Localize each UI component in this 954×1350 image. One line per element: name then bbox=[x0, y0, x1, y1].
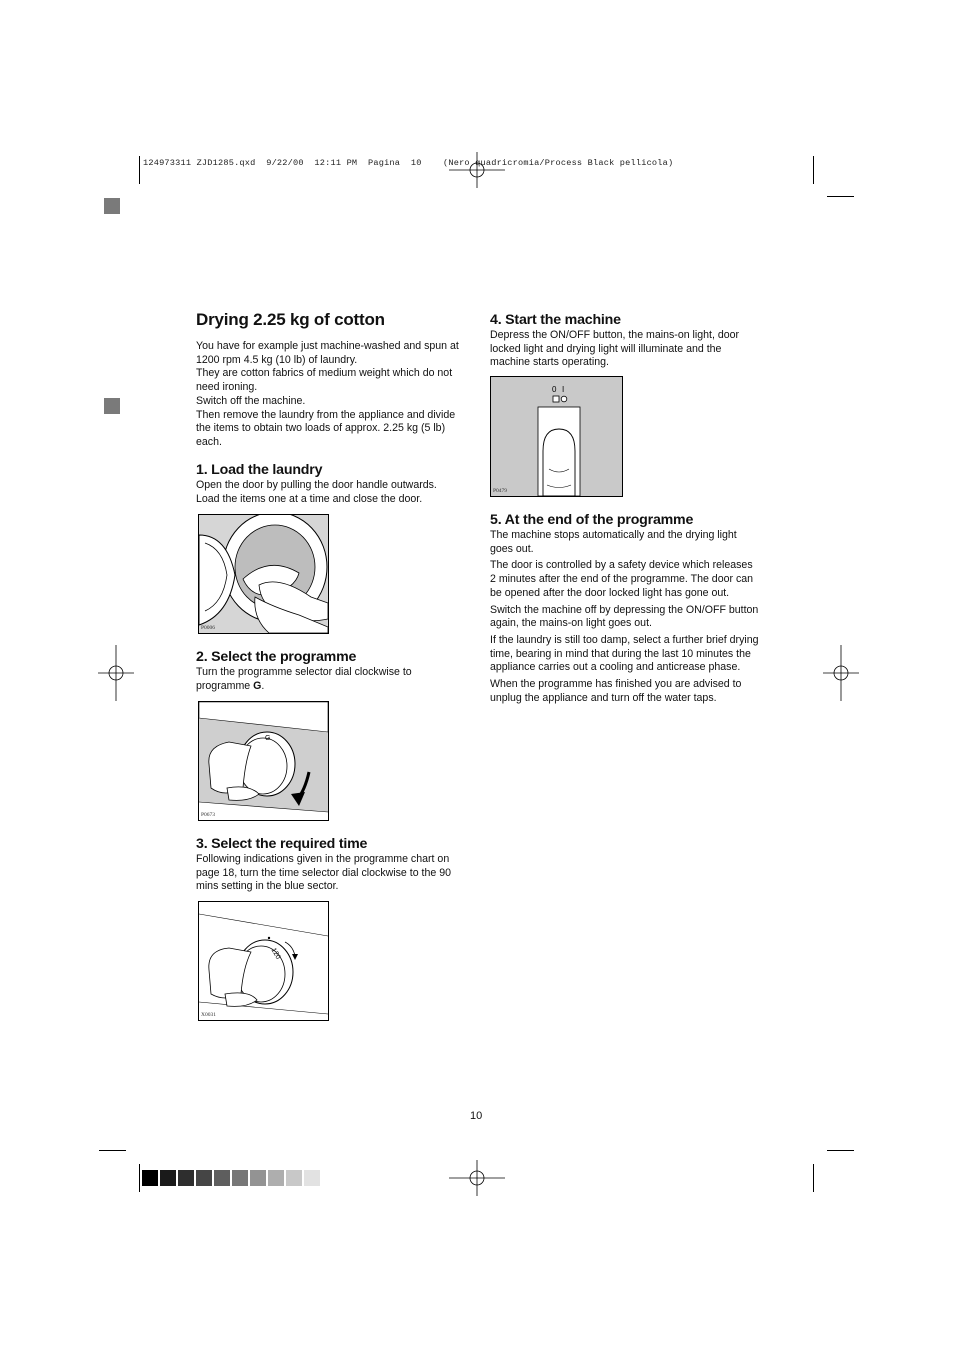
crop-mark bbox=[139, 1164, 140, 1192]
figure-code: P0673 bbox=[201, 812, 216, 818]
calibration-swatch bbox=[178, 1170, 194, 1186]
intro-paragraph: They are cotton fabrics of medium weight which do not need ironing. bbox=[196, 367, 453, 394]
step-text: Turn the programme selector dial clockwise to programme bbox=[196, 666, 412, 692]
step-paragraph: If the laundry is still too damp, select a further brief drying time, bearing in mind that during the last 10 minutes the appliance carries out a cooling and anticrease phase. bbox=[490, 633, 759, 674]
step-paragraph: Open the door by pulling the door handle outwards. bbox=[196, 479, 437, 491]
registration-mark-icon bbox=[449, 1150, 505, 1206]
panel-symbol-off: 0 bbox=[552, 385, 557, 394]
step-paragraph: Following indications given in the programme chart on page 18, turn the time selector dial clockwise to the 90 mins setting in the blue sector. bbox=[196, 853, 451, 893]
step-paragraph: Depress the ON/OFF button, the mains-on light, door locked light and drying light will illuminate and the machine starts operating. bbox=[490, 329, 740, 369]
calibration-swatch bbox=[160, 1170, 176, 1186]
step-paragraph: When the programme has finished you are advised to unplug the appliance and turn off the water taps. bbox=[490, 678, 742, 704]
dial-mark-label: G bbox=[265, 735, 271, 742]
section-heading: 3. Select the required time bbox=[196, 836, 368, 852]
load-laundry-illustration bbox=[198, 514, 329, 634]
calibration-swatch bbox=[304, 1170, 320, 1186]
calibration-swatch bbox=[142, 1170, 158, 1186]
intro-section bbox=[196, 310, 468, 450]
grey-marker bbox=[104, 198, 120, 214]
calibration-swatch bbox=[250, 1170, 266, 1186]
step-paragraph: Load the items one at a time and close the door. bbox=[196, 492, 423, 505]
crop-mark bbox=[827, 1150, 854, 1151]
crop-mark bbox=[99, 1150, 126, 1151]
calibration-swatch bbox=[286, 1170, 302, 1186]
programme-dial-illustration bbox=[198, 701, 329, 821]
step-paragraph bbox=[196, 666, 468, 693]
intro-paragraph: Switch off the machine. bbox=[196, 394, 306, 407]
figure-code: P0479 bbox=[493, 488, 508, 494]
step-paragraph: Switch the machine off by depressing the ON/OFF button again, the mains-on light goes out. bbox=[490, 603, 759, 630]
step-select-programme bbox=[196, 648, 468, 693]
crop-mark bbox=[813, 156, 814, 184]
crop-mark bbox=[813, 1164, 814, 1192]
grey-marker bbox=[104, 398, 120, 414]
calibration-swatch bbox=[232, 1170, 248, 1186]
panel-symbol-on: I bbox=[562, 385, 565, 394]
figure-code: X0031 bbox=[201, 1012, 216, 1018]
time-dial-illustration bbox=[198, 901, 329, 1021]
step-start-machine bbox=[490, 311, 758, 370]
print-slug: 124973311 ZJD1285.qxd 9/22/00 12:11 PM Pagina 10 (Nero quadricromia/Process Black pellicola) bbox=[143, 158, 674, 168]
dial-value-label: 120 bbox=[269, 947, 282, 961]
section-heading: 4. Start the machine bbox=[490, 312, 621, 328]
step-end-programme bbox=[490, 511, 760, 705]
calibration-swatch bbox=[196, 1170, 212, 1186]
section-heading: 5. At the end of the programme bbox=[490, 512, 694, 528]
crop-mark bbox=[827, 196, 854, 197]
step-paragraph: The machine stops automatically and the drying light goes out. bbox=[490, 529, 737, 555]
step-paragraph: The door is controlled by a safety device which releases 2 minutes after the end of the programme. The door can be opened after the door locked light has gone out. bbox=[490, 559, 754, 599]
step-load-laundry bbox=[196, 461, 468, 506]
figure-code: P0006 bbox=[201, 625, 216, 631]
calibration-swatch bbox=[214, 1170, 230, 1186]
programme-letter: G bbox=[253, 679, 262, 692]
registration-mark-icon bbox=[449, 142, 505, 198]
section-heading: 1. Load the laundry bbox=[196, 462, 323, 478]
intro-paragraph: Then remove the laundry from the appliance and divide the items to obtain two loads of approx. 2.25 kg (5 lb) each. bbox=[196, 408, 456, 448]
crop-mark bbox=[139, 156, 140, 184]
page-title: Drying 2.25 kg of cotton bbox=[196, 310, 385, 329]
section-heading: 2. Select the programme bbox=[196, 649, 357, 665]
step-text: . bbox=[261, 679, 265, 692]
registration-mark-icon bbox=[813, 645, 869, 701]
step-select-time bbox=[196, 835, 468, 894]
on-off-button-illustration bbox=[490, 376, 623, 497]
intro-paragraph: You have for example just machine-washed and spun at 1200 rpm 4.5 kg (10 lb) of laundry. bbox=[196, 340, 459, 366]
registration-mark-icon bbox=[88, 645, 144, 701]
calibration-swatch bbox=[268, 1170, 284, 1186]
page-number: 10 bbox=[470, 1110, 483, 1122]
